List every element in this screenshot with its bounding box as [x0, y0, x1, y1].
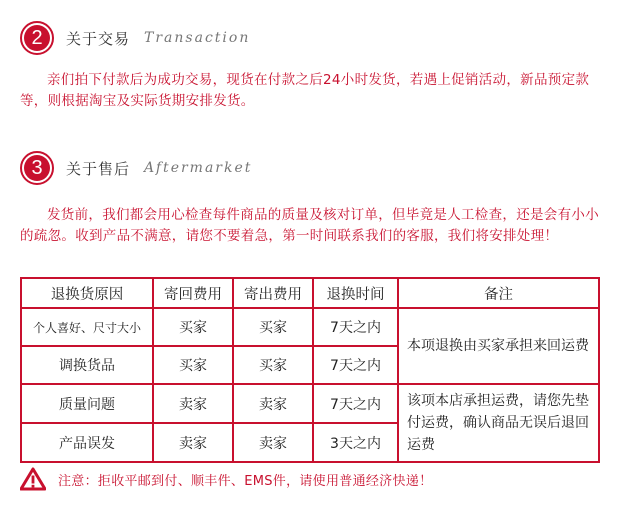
- aftermarket-text: 发货前，我们都会用心检查每件商品的质量及核对订单，但毕竟是人工检查，还是会有小小的疏忽。收到产品不满意，请您不要着急，第一时间联系我们的客服，我们将安排处理！: [20, 207, 599, 244]
- header-send-fee: 寄出费用: [233, 278, 313, 308]
- note-cell-seller: 该项本店承担运费，请您先垫付运费，确认商品无误后退回运费: [398, 384, 599, 462]
- section-title: 关于交易: [66, 29, 131, 48]
- reason-cell: 个人喜好、尺寸大小: [21, 308, 153, 346]
- number-badge: 3: [20, 151, 54, 185]
- section-aftermarket-header: [20, 150, 252, 186]
- header-time: 退换时间: [313, 278, 398, 308]
- section-title: 关于售后: [66, 159, 131, 178]
- return-fee-cell: 买家: [153, 346, 233, 384]
- return-fee-cell: 买家: [153, 308, 233, 346]
- table-row: [21, 308, 599, 346]
- warning-icon: [20, 467, 46, 491]
- send-fee-cell: 卖家: [233, 423, 313, 462]
- return-fee-cell: 卖家: [153, 384, 233, 423]
- section-transaction-header: [20, 20, 250, 56]
- section-title-en: Transaction: [144, 30, 251, 46]
- footer-text: 注意：拒收平邮到付、顺丰件、EMS件，请使用普通经济快递！: [58, 473, 433, 489]
- number-badge: 2: [20, 21, 54, 55]
- return-fee-cell: 卖家: [153, 423, 233, 462]
- table-header-row: [21, 278, 599, 308]
- reason-cell: 质量问题: [21, 384, 153, 423]
- header-reason: 退换货原因: [21, 278, 153, 308]
- section-title-en: Aftermarket: [144, 160, 253, 176]
- time-cell: 3天之内: [313, 423, 398, 462]
- transaction-text: 亲们拍下付款后为成功交易，现货在付款之后24小时发货，若遇上促销活动，新品预定款等，则根据淘宝及实际货期安排发货。: [20, 72, 590, 109]
- footer-notice: [20, 467, 432, 491]
- time-cell: 7天之内: [313, 308, 398, 346]
- time-cell: 7天之内: [313, 384, 398, 423]
- header-note: 备注: [398, 278, 599, 308]
- note-cell-buyer: 本项退换由买家承担来回运费: [398, 308, 599, 384]
- send-fee-cell: 买家: [233, 346, 313, 384]
- table-row: [21, 384, 599, 423]
- send-fee-cell: 卖家: [233, 384, 313, 423]
- return-policy-table: [20, 277, 600, 463]
- header-return-fee: 寄回费用: [153, 278, 233, 308]
- send-fee-cell: 买家: [233, 308, 313, 346]
- reason-cell: 产品误发: [21, 423, 153, 462]
- reason-cell: 调换货品: [21, 346, 153, 384]
- time-cell: 7天之内: [313, 346, 398, 384]
